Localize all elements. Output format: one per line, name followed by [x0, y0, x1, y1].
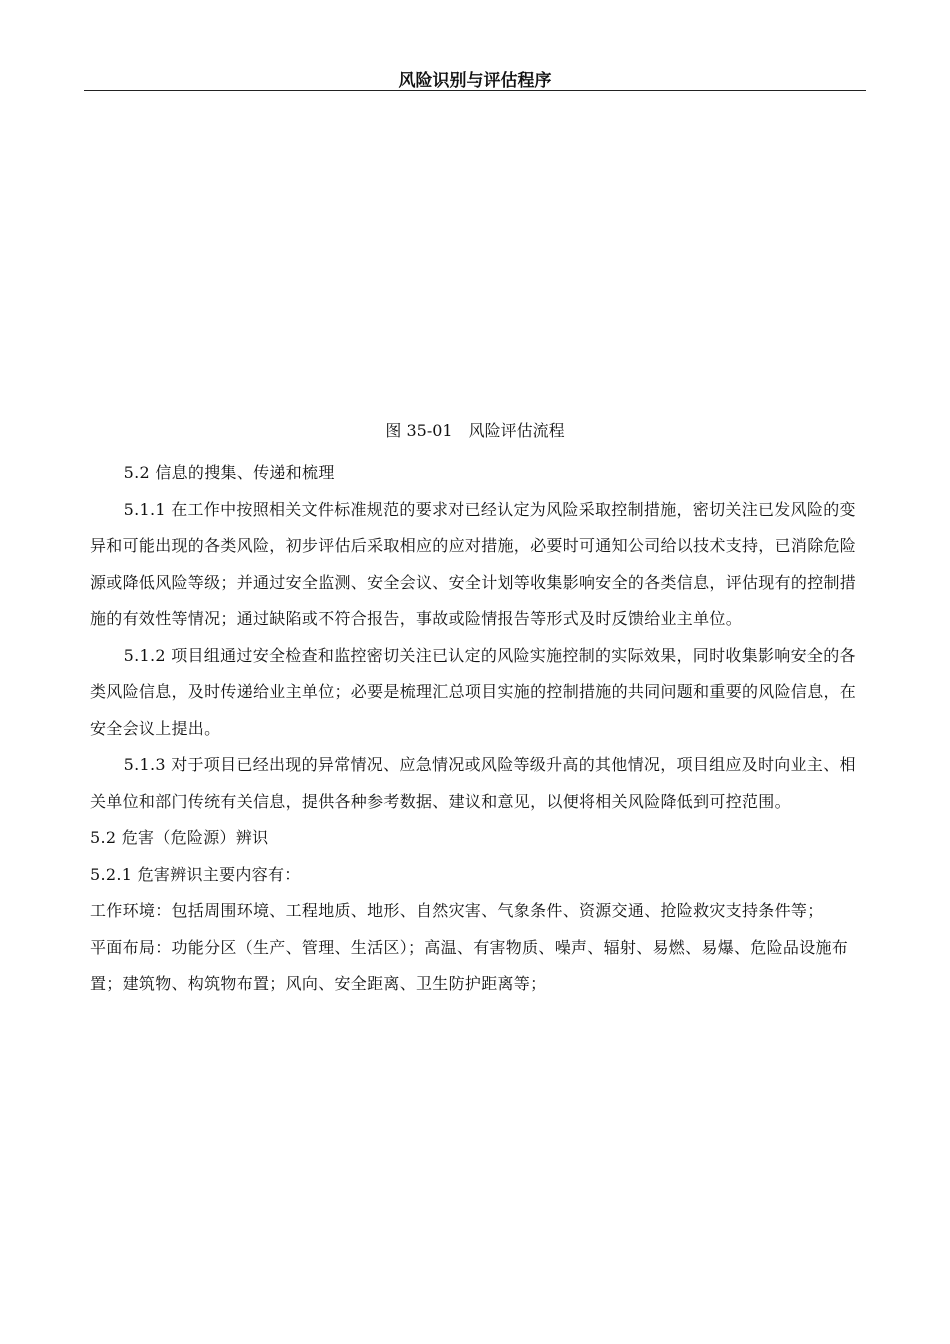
- figure-caption: 图 35-01 风险评估流程: [385, 421, 565, 440]
- document-body: [90, 455, 870, 1003]
- paragraph: 5.2 信息的搜集、传递和梳理: [123, 463, 335, 482]
- paragraph: 工作环境：包括周围环境、工程地质、地形、自然灾害、气象条件、资源交通、抢险救灾支持条件等；: [90, 901, 824, 920]
- header-divider: [84, 90, 866, 91]
- figure-area: [84, 100, 866, 410]
- paragraph: 5.1.1 在工作中按照相关文件标准规范的要求对已经认定为风险采取控制措施，密切关注已发风险的变异和可能出现的各类风险，初步评估后采取相应的应对措施，必要时可通知公司给以技术支持，已消除危险源或降低风险等级；并通过安全监测、安全会议、安全计划等收集影响安全的各类信息，评估现有的控制措施的有效性等情况；通过缺陷或不符合报告，事故或险情报告等形式及时反馈给业主单位。: [90, 499, 857, 628]
- paragraph: 5.2.1 危害辨识主要内容有：: [90, 864, 301, 884]
- paragraph: 5.1.2 项目组通过安全检查和监控密切关注已认定的风险实施控制的实际效果，同时收集影响安全的各类风险信息，及时传递给业主单位；必要是梳理汇总项目实施的控制措施的共同问题和重要的风险信息，在安全会议上提出。: [90, 645, 857, 738]
- paragraph: 5.1.3 对于项目已经出现的异常情况、应急情况或风险等级升高的其他情况，项目组应及时向业主、相关单位和部门传统有关信息，提供各种参考数据、建议和意见，以便将相关风险降低到可控范围。: [90, 755, 856, 811]
- paragraph: 平面布局：功能分区（生产、管理、生活区）；高温、有害物质、噪声、辐射、易燃、易爆、危险品设施布置；建筑物、构筑物布置；风向、安全距离、卫生防护距离等；: [90, 937, 849, 993]
- page-header-title: 风险识别与评估程序: [398, 71, 552, 91]
- paragraph: 5.2 危害（危险源）辨识: [90, 828, 269, 847]
